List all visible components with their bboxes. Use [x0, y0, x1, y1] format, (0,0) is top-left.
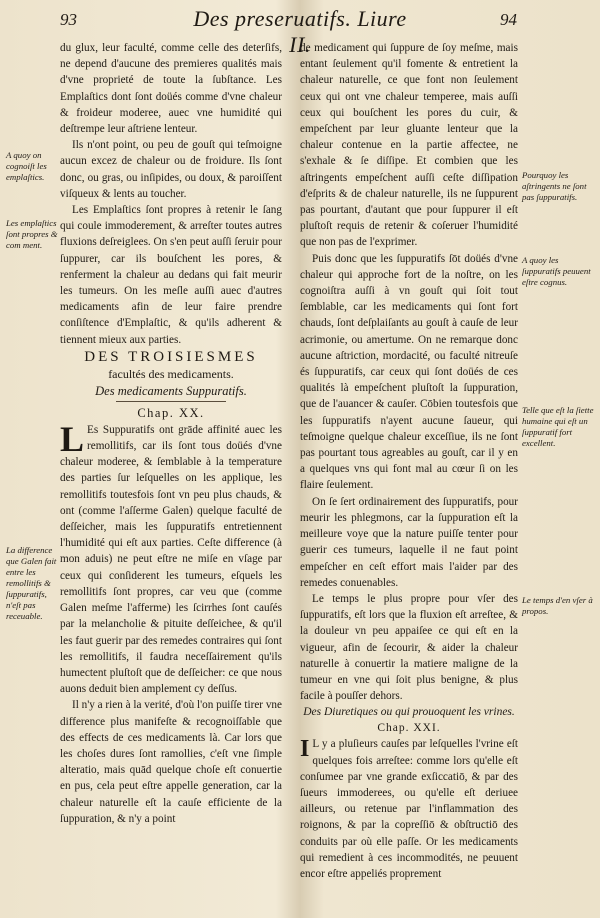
right-column	[300, 40, 518, 882]
dropcap-l: L	[60, 418, 85, 459]
left-page-number: 93	[60, 10, 77, 29]
left-paragraph-2: Ils n'ont point, ou peu de gouſt qui teſmoigne aucun excez de chaleur ou de froidure. Ils ſont donc, ou gras, ou inſipides, ou doux, & paroiſſent viſqueux & lents au toucher.	[60, 139, 282, 200]
left-column	[60, 40, 282, 827]
dropcap-i: I	[300, 736, 310, 763]
subsection-title-diuretiques-text: Des Diuretiques ou qui prouoquent les vrines.	[303, 706, 515, 719]
left-paragraph-1: du glux, leur faculté, comme celle des deterſifs, ne depend d'aucune des premieres qualités mais d'vne proprieté de toute la ſubſtance. Les Emplaſtics dont ſont doüés comme d'vne chaleur & froideur moderee, auec vne humidité qui deſtrempe leur aſtriene lenteur.	[60, 42, 282, 136]
running-title: Des preseruatifs. Liure II.	[193, 6, 407, 57]
subsection-title-suppuratifs: Des medicaments Suppuratifs.	[95, 383, 247, 398]
margin-note-left-3: La difference que Galen fait entre les remollitifs & ſuppuratifs, n'eſt pas receuable.	[6, 545, 57, 621]
title-rule	[116, 401, 226, 402]
chapter-label-xxi: Chap. XXI.	[377, 722, 441, 735]
margin-note-left-2: Les emplaſtics ſont propres & com ment.	[6, 218, 58, 250]
margin-note-right-2: A quoy les ſuppuratifs peuuent eſtre cognus.	[522, 255, 591, 287]
page-header	[0, 6, 600, 57]
right-paragraph-5	[300, 736, 518, 882]
left-paragraph-5: Il n'y a rien à la verité, d'où l'on puiſſe tirer vne difference plus manifeſte & recognoiſſable que des effects de ces medicaments là. Car lors que les choſes dures ſont ramollies, c'eſt vne ſimple alteratio, mais quād quelque choſe eſt conuertie en pus, cela peut eſtre appelle generation, car la chaleur naturelle eſt la cauſe efficiente de la ſuppuration, & n'y a point	[60, 699, 282, 825]
right-paragraph-3: On ſe ſert ordinairement des ſuppuratifs, pour meurir les phlegmons, car la ſuppuration eſt la meilleure voye que la nature puiſſe tenter pour guerir ces tumeurs, laquelle il ne faut point empeſcher en ceſt effort mais l'aider par des remedes conuenables.	[300, 495, 518, 589]
left-paragraph-3: Les Emplaſtics ſont propres à retenir le ſang qui coule immoderement, & arreſter toutes autres fluxions deſreiglees. On s'en peut auſſi ſeruir pour ſuppurer, car ils bouſchent les pores, & renferment la chaleur au dedans qui fait meurir les tumeurs. On les meſle auſſi auec d'autres medicaments afin de leur faire prendre conſiſtence d'Emplaſtic, & qu'ils adherent & tiennent mieux aux parties.	[60, 204, 282, 346]
section-subheading: facultés des medicaments.	[108, 366, 234, 381]
margin-note-right-3: Telle que eſt la ſiette humaine qui eſt un ſuppuratif fort excellent.	[522, 405, 594, 448]
subsection-title-diuretiques	[300, 704, 518, 736]
left-paragraph-4	[60, 418, 282, 697]
right-page-number: 94	[500, 10, 517, 29]
right-paragraph-1: de medicament qui ſuppure de ſoy meſme, mais entant ſeulement qu'il fomente & entretient la chaleur naturelle, ce que font non ſeulement ceux qui ont vne chaleur temperee, mais auſſi ceux qui bouſchent les pores du cuir, & empeſchent par leur gluante lenteur que la chaleur contenue en la partie affectee, ne s'exhale & ſe diſſipe. Et combien que les aſtringents empeſchent auſſi ceſte diſſipation d'eſprits & de chaleur naturelle, ils ne ſuppurent pas pourtant, d'autant que pour ſuppurer il eſt pluſtoſt requis de retenir & coſeruer l'humidité que non pas de l'exprimer.	[300, 42, 518, 249]
right-paragraph-4: Le temps le plus propre pour vſer des ſuppuratifs, eſt lors que la fluxion eſt arreſtee, & la douleur vn peu appaiſee ce qui eſt en la vigueur, afin de ſecourir, & aider la chaleur naturelle à conuertir la matiere maligne de la tumeur en vne qui ſoit plus benigne, & plus facile à pouſſer dehors.	[300, 592, 518, 703]
margin-note-right-4: Le temps d'en vſer à propos.	[522, 595, 593, 616]
margin-note-left-1: A quoy on cognoiſt les emplaſtics.	[6, 150, 47, 182]
section-heading: DES TROISIESMES	[84, 348, 258, 365]
margin-note-right-1: Pourquoy les aſtringents ne ſont pas ſuppuratifs.	[522, 170, 587, 202]
chapter-label-xx: Chap. XX.	[137, 405, 205, 420]
left-paragraph-4-text: Es Suppuratifs ont grāde affinité auec les remollitifs, car ils ſont tous doüés d'vne chaleur moderee, & ſemblable à la temperature des parties ſur leſquelles on les applique, les remollitifs toutesfois ſont vn peu plus chauds, & ont (comme l'aſſerme Galen) quelque faculté de deſſeicher, mais les ſuppuratifs entretiennent l'humidité qui eſt aux parties. Ceſte difference (à mon aduis) ne peut eſtre ne miſe en vſage par ceux qui conſiderent les tumeurs, eſquels les remollitifs ſont propres, car veu que (comme Galen meſme l'afferme) les ſcirrhes ſont cauſés par la melancholie & pituite deſſeichee, & qu'il les faut guerir par des remedes contraires qui ſont les remollitifs, il faudra neceſſairement qu'ils humectent pluſtoſt que de deſſeicher: ce que nous auons deduit bien amplement cy deſſus.	[60, 423, 282, 696]
right-paragraph-2: Puis donc que les ſuppuratifs ſōt doüés d'vne chaleur qui approche fort de la noſtre, on les cognoiſtra auſſi à vn gouſt qui ſoit tout ſemblable, car les medicaments qui ſont fort chauds, ſont deſplaiſants au gouſt à cauſe de leur acrimonie, ou amertume. On ne remarque donc aucune aſtriction, mordacité, ou faculté nitreuſe és ſuppuratifs, car ceux qui ſont doüés de ces qualités là empeſchent pluſtoſt la ſuppuration, que de l'auancer & cauſer. Cōbien toutesfois que les ſuppuratifs n'ayent aucune ſaueur, qui teſmoigne quelque chaleur exceſſiue, ils ne ſont pas pourtant tous agreables au gouſt, car il y en a quelques vns qui font mal au cœur ſi on les flaire ſeulement.	[300, 252, 518, 492]
right-paragraph-5-text: L y a pluſieurs cauſes par leſquelles l'vrine eſt quelques fois arreſtee: comme lors qu'elle eſt conſumee par vne grande exſiccatiō, & par des ſueurs immoderees, ou qu'elle eſt deriuee ailleurs, ou retenue par l'inflammation des roignons, & par la copreſſiō & obſtructiō des conduits par où elle paſſe. Or les medicaments qui remedient à ces incommodités, ne peuuent encor eſtre appeliés proprement	[300, 738, 518, 880]
